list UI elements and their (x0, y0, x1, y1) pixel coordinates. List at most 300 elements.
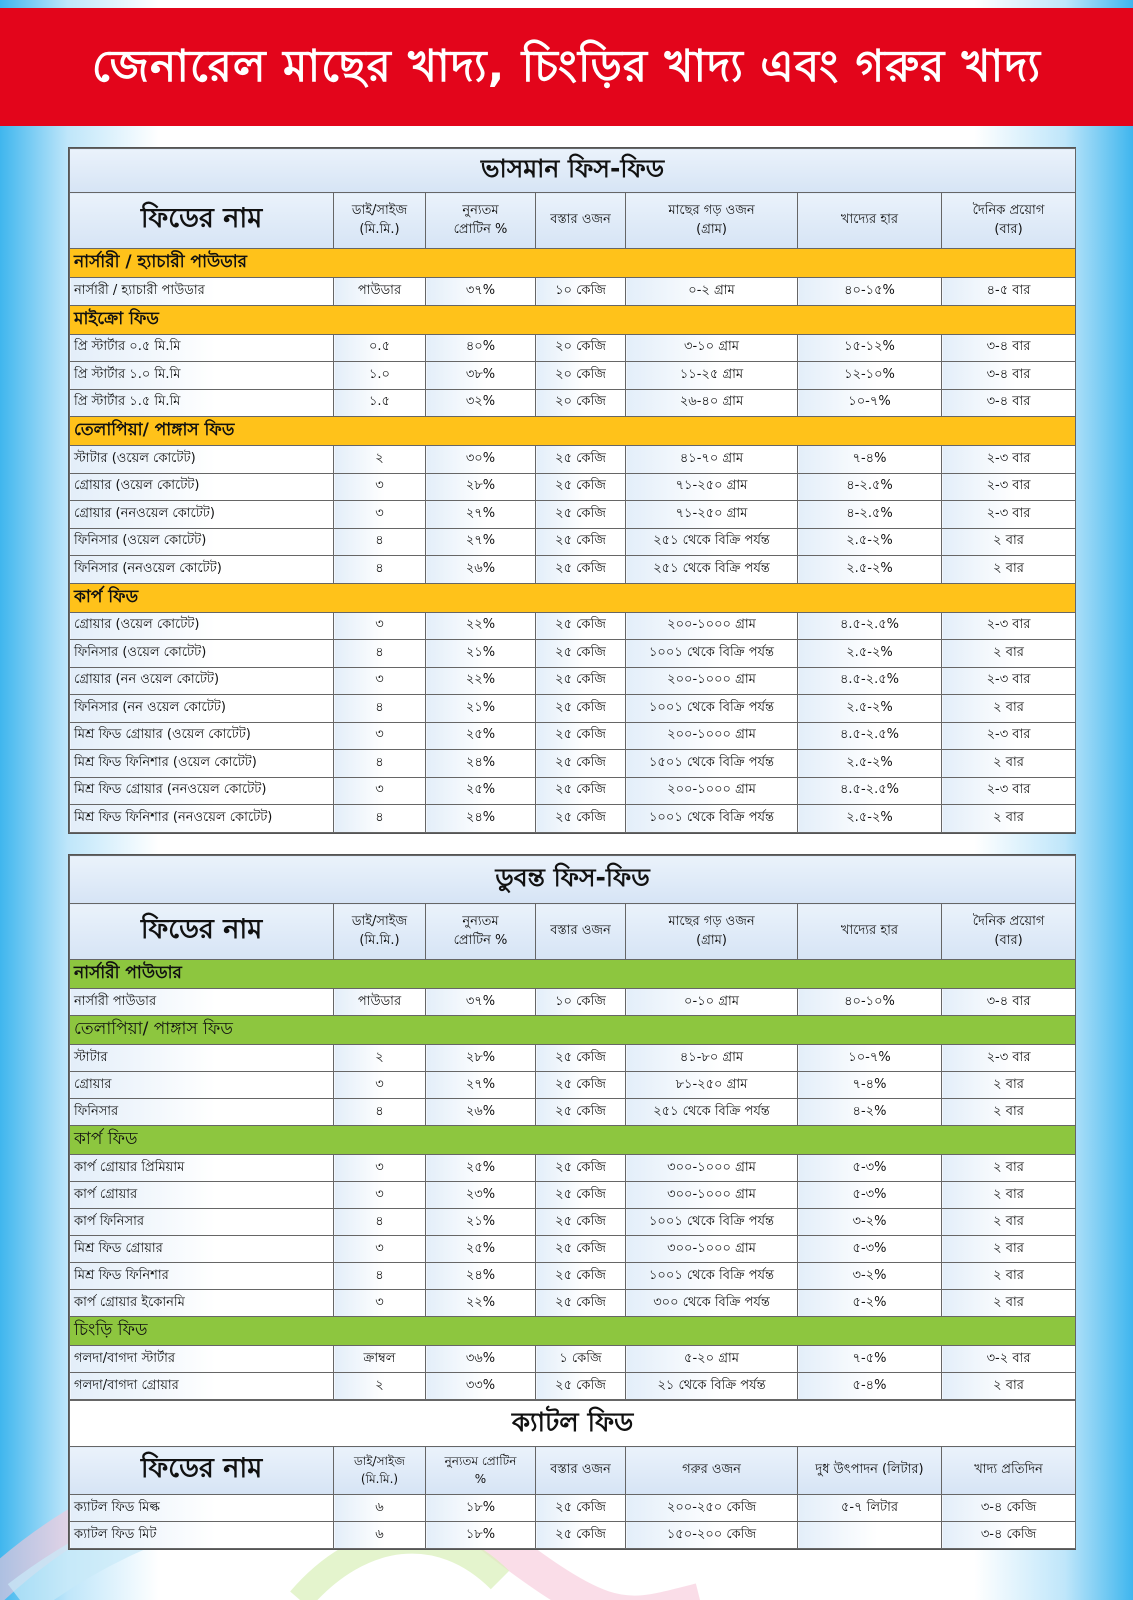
header-die-size (334, 904, 426, 960)
fish-weight-cell: ৮১-২৫০ গ্রাম (626, 1072, 798, 1099)
feed-rate-cell: ২.৫-২% (798, 750, 942, 778)
feed-rate-cell: ৪-২.৫% (798, 473, 942, 501)
cattle-header-protein-line2: % (474, 1471, 487, 1486)
feed-name-cell: গলদা/বাগদা গ্রোয়ার (70, 1373, 334, 1400)
feed-rate-cell: ৪০-১০% (798, 989, 942, 1016)
header-protein-line1: নুন্যতম (462, 913, 499, 929)
feed-rate-cell: ৫-৩% (798, 1155, 942, 1182)
daily-application-cell: ২-৩ বার (942, 446, 1076, 474)
table-row (70, 640, 1076, 668)
bag-weight-cell: ২৫ কেজি (536, 1495, 626, 1522)
feed-rate-cell: ৪.৫-২.৫% (798, 667, 942, 695)
feed-rate-cell: ৩-২% (798, 1263, 942, 1290)
header-protein-line2: প্রোটিন % (453, 932, 508, 948)
die-size-cell: ৩ (334, 1155, 426, 1182)
feed-name-cell: মিশ্র ফিড ফিনিশার (ননওয়েল কোটেট) (70, 805, 334, 833)
table-row (70, 1099, 1076, 1126)
header-fish-weight-line2: (গ্রাম) (696, 932, 727, 948)
sinking-title-row (70, 856, 1076, 904)
feed-name-cell: ফিনিসার (ওয়েল কোটেট) (70, 640, 334, 668)
cattle-header-cow-weight: গরুর ওজন (626, 1447, 798, 1495)
header-fish-weight (626, 193, 798, 249)
cattle-header-feed-name: ফিডের নাম (70, 1447, 334, 1495)
feed-name-cell: ক্যাটল ফিড মিট (70, 1522, 334, 1549)
sinking-title: ডুবন্ত ফিস-ফিড (70, 856, 1076, 904)
fish-weight-cell: ১০০১ থেকে বিক্রি পর্যন্ত (626, 1209, 798, 1236)
fish-weight-cell: ৩-১০ গ্রাম (626, 334, 798, 362)
bag-weight-cell: ২৫ কেজি (536, 1290, 626, 1317)
table-row (70, 805, 1076, 833)
cattle-header-daily-feed: খাদ্য প্রতিদিন (942, 1447, 1076, 1495)
daily-application-cell: ২ বার (942, 1072, 1076, 1099)
bag-weight-cell: ২৫ কেজি (536, 1236, 626, 1263)
daily-application-cell: ২ বার (942, 1373, 1076, 1400)
feed-name-cell: ফিনিসার (70, 1099, 334, 1126)
fish-weight-cell: ০-২ গ্রাম (626, 278, 798, 306)
table-row (70, 556, 1076, 584)
bag-weight-cell: ২৫ কেজি (536, 501, 626, 529)
feed-rate-cell: ৪-২% (798, 1099, 942, 1126)
table-row (70, 1373, 1076, 1400)
feed-rate-cell: ১৫-১২% (798, 334, 942, 362)
die-size-cell: ৪ (334, 1099, 426, 1126)
feed-rate-cell: ৫-২% (798, 1290, 942, 1317)
table-row (70, 1263, 1076, 1290)
fish-weight-cell: ২৬-৪০ গ্রাম (626, 389, 798, 417)
floating-header-row (70, 193, 1076, 249)
die-size-cell: ৩ (334, 501, 426, 529)
protein-cell: ৩৭% (426, 989, 536, 1016)
bag-weight-cell: ২৫ কেজি (536, 750, 626, 778)
header-bag-weight: বস্তার ওজন (536, 193, 626, 249)
die-size-cell: ৩ (334, 722, 426, 750)
category-label: নার্সারী পাউডার (70, 960, 1076, 989)
header-die-size-line2: (মি.মি.) (359, 221, 400, 237)
table-row (70, 473, 1076, 501)
feed-rate-cell: ১০-৭% (798, 1045, 942, 1072)
feed-name-cell: কার্প গ্রোয়ার (70, 1182, 334, 1209)
bag-weight-cell: ১০ কেজি (536, 278, 626, 306)
header-feed-rate: খাদ্যের হার (798, 904, 942, 960)
die-size-cell: ৩ (334, 777, 426, 805)
protein-cell: ২১% (426, 640, 536, 668)
protein-cell: ২২% (426, 612, 536, 640)
fish-weight-cell: ৫-২০ গ্রাম (626, 1346, 798, 1373)
table-row (70, 722, 1076, 750)
feed-name-cell: মিশ্র ফিড গ্রোয়ার (ওয়েল কোটেট) (70, 722, 334, 750)
fish-weight-cell: ৩০০-১০০০ গ্রাম (626, 1236, 798, 1263)
category-label: নার্সারী / হ্যাচারী পাউডার (70, 249, 1076, 278)
bag-weight-cell: ২৫ কেজি (536, 1209, 626, 1236)
die-size-cell: ৪ (334, 528, 426, 556)
header-daily-application (942, 193, 1076, 249)
feed-rate-cell: ২.৫-২% (798, 640, 942, 668)
bag-weight-cell: ২৫ কেজি (536, 1155, 626, 1182)
die-size-cell: ৪ (334, 556, 426, 584)
die-size-cell: ২ (334, 446, 426, 474)
daily-application-cell: ৪-৫ বার (942, 278, 1076, 306)
feed-rate-cell: ৭-৪% (798, 446, 942, 474)
feed-name-cell: কার্প গ্রোয়ার প্রিমিয়াম (70, 1155, 334, 1182)
protein-cell: ২৮% (426, 473, 536, 501)
die-size-cell: ১.০ (334, 362, 426, 390)
fish-weight-cell: ২৫১ থেকে বিক্রি পর্যন্ত (626, 556, 798, 584)
bag-weight-cell: ২৫ কেজি (536, 1373, 626, 1400)
bag-weight-cell: ২৫ কেজি (536, 1522, 626, 1549)
daily-application-cell: ২-৩ বার (942, 667, 1076, 695)
table-row (70, 528, 1076, 556)
feed-name-cell: প্রি স্টার্টার ১.৫ মি.মি (70, 389, 334, 417)
feed-name-cell: নার্সারী / হ্যাচারী পাউডার (70, 278, 334, 306)
die-size-cell: ৪ (334, 750, 426, 778)
fish-weight-cell: ২৫১ থেকে বিক্রি পর্যন্ত (626, 1099, 798, 1126)
category-label: মাইক্রো ফিড (70, 305, 1076, 334)
category-row (70, 960, 1076, 989)
feed-rate-cell: ৪.৫-২.৫% (798, 722, 942, 750)
protein-cell: ২৬% (426, 556, 536, 584)
header-die-size (334, 193, 426, 249)
bag-weight-cell: ২৫ কেজি (536, 1072, 626, 1099)
protein-cell: ২৪% (426, 805, 536, 833)
feed-rate-cell: ৫-৩% (798, 1236, 942, 1263)
table-row (70, 667, 1076, 695)
fish-weight-cell: ০-১০ গ্রাম (626, 989, 798, 1016)
fish-weight-cell: ২০০-১০০০ গ্রাম (626, 667, 798, 695)
header-daily-application-line1: দৈনিক প্রয়োগ (972, 202, 1045, 218)
protein-cell: ৩৭% (426, 278, 536, 306)
category-row (70, 249, 1076, 278)
table-row (70, 1236, 1076, 1263)
bag-weight-cell: ২৫ কেজি (536, 1263, 626, 1290)
bag-weight-cell: ১ কেজি (536, 1346, 626, 1373)
sinking-feed-panel (68, 854, 1076, 1550)
header-protein-line2: প্রোটিন % (453, 221, 508, 237)
feed-rate-cell: ৩-২% (798, 1209, 942, 1236)
die-size-cell: ৪ (334, 1263, 426, 1290)
die-size-cell: ৩ (334, 473, 426, 501)
sinking-feed-table (69, 855, 1076, 1400)
fish-weight-cell: ১০০১ থেকে বিক্রি পর্যন্ত (626, 1263, 798, 1290)
protein-cell: ৩৮% (426, 362, 536, 390)
cattle-header-die-size (334, 1447, 426, 1495)
protein-cell: ২১% (426, 695, 536, 723)
daily-application-cell: ২ বার (942, 528, 1076, 556)
feed-rate-cell: ৫-৩% (798, 1182, 942, 1209)
feed-rate-cell: ৭-৪% (798, 1072, 942, 1099)
die-size-cell: ৩ (334, 1236, 426, 1263)
header-daily-application-line2: (বার) (994, 932, 1023, 948)
category-label: চিংড়ি ফিড (70, 1317, 1076, 1346)
die-size-cell: ৬ (334, 1522, 426, 1549)
fish-weight-cell: ২৫১ থেকে বিক্রি পর্যন্ত (626, 528, 798, 556)
die-size-cell: ৩ (334, 1072, 426, 1099)
fish-weight-cell: ২০০-১০০০ গ্রাম (626, 777, 798, 805)
fish-weight-cell: ২০০-১০০০ গ্রাম (626, 722, 798, 750)
fish-weight-cell: ৩০০-১০০০ গ্রাম (626, 1155, 798, 1182)
die-size-cell: ৪ (334, 640, 426, 668)
category-label: কার্প ফিড (70, 1126, 1076, 1155)
feed-name-cell: গ্রোয়ার (ওয়েল কোটেট) (70, 612, 334, 640)
die-size-cell: পাউডার (334, 989, 426, 1016)
protein-cell: ৩২% (426, 389, 536, 417)
header-protein (426, 904, 536, 960)
bag-weight-cell: ২৫ কেজি (536, 446, 626, 474)
die-size-cell: ৬ (334, 1495, 426, 1522)
category-label: তেলাপিয়া/ পাঙ্গাস ফিড (70, 1016, 1076, 1045)
protein-cell: ২৮% (426, 1045, 536, 1072)
bag-weight-cell: ২৫ কেজি (536, 1182, 626, 1209)
die-size-cell: ৪ (334, 805, 426, 833)
table-row (70, 750, 1076, 778)
fish-weight-cell: ৭১-২৫০ গ্রাম (626, 501, 798, 529)
protein-cell: ৩৩% (426, 1373, 536, 1400)
feed-rate-cell: ৫-৪% (798, 1373, 942, 1400)
table-row (70, 695, 1076, 723)
cow-weight-cell: ১৫০-২০০ কেজি (626, 1522, 798, 1549)
category-row (70, 305, 1076, 334)
protein-cell: ২৫% (426, 722, 536, 750)
cattle-header-bag-weight: বস্তার ওজন (536, 1447, 626, 1495)
bag-weight-cell: ২৫ কেজি (536, 1099, 626, 1126)
category-row (70, 1126, 1076, 1155)
table-row (70, 1045, 1076, 1072)
daily-application-cell: ২-৩ বার (942, 777, 1076, 805)
bag-weight-cell: ২৫ কেজি (536, 695, 626, 723)
bag-weight-cell: ২৫ কেজি (536, 1045, 626, 1072)
cattle-header-milk: দুধ উৎপাদন (লিটার) (798, 1447, 942, 1495)
cattle-header-die-size-line1: ডাই/সাইজ (354, 1454, 405, 1469)
category-row (70, 417, 1076, 446)
feed-name-cell: ক্যাটল ফিড মিল্ক (70, 1495, 334, 1522)
die-size-cell: ৩ (334, 1182, 426, 1209)
cattle-feed-table (69, 1400, 1076, 1549)
daily-application-cell: ২ বার (942, 750, 1076, 778)
header-protein-line1: নুন্যতম (462, 202, 499, 218)
daily-application-cell: ২-৩ বার (942, 1045, 1076, 1072)
daily-application-cell: ২ বার (942, 1099, 1076, 1126)
feed-name-cell: মিশ্র ফিড ফিনিশার (70, 1263, 334, 1290)
cattle-header-die-size-line2: (মি.মি.) (360, 1471, 399, 1486)
bag-weight-cell: ২৫ কেজি (536, 722, 626, 750)
feed-rate-cell: ২.৫-২% (798, 528, 942, 556)
feed-rate-cell: ১২-১০% (798, 362, 942, 390)
header-fish-weight (626, 904, 798, 960)
die-size-cell: ২ (334, 1045, 426, 1072)
feed-rate-cell: ৪০-১৫% (798, 278, 942, 306)
die-size-cell: ৩ (334, 1290, 426, 1317)
bag-weight-cell: ২৫ কেজি (536, 777, 626, 805)
protein-cell: ২৪% (426, 1263, 536, 1290)
table-row (70, 1072, 1076, 1099)
header-fish-weight-line1: মাছের গড় ওজন (668, 913, 755, 929)
protein-cell: ২৫% (426, 1236, 536, 1263)
header-fish-weight-line1: মাছের গড় ওজন (668, 202, 755, 218)
feed-name-cell: স্টাটার (ওয়েল কোটেট) (70, 446, 334, 474)
feed-name-cell: কার্প গ্রোয়ার ইকোনমি (70, 1290, 334, 1317)
cattle-header-protein (426, 1447, 536, 1495)
feed-name-cell: মিশ্র ফিড গ্রোয়ার (ননওয়েল কোটেট) (70, 777, 334, 805)
table-row (70, 777, 1076, 805)
protein-cell: ২৫% (426, 777, 536, 805)
fish-weight-cell: ২০০-১০০০ গ্রাম (626, 612, 798, 640)
fish-weight-cell: ১১-২৫ গ্রাম (626, 362, 798, 390)
daily-application-cell: ২-৩ বার (942, 501, 1076, 529)
feed-name-cell: ফিনিসার (নন ওয়েল কোটেট) (70, 695, 334, 723)
daily-application-cell: ২ বার (942, 695, 1076, 723)
header-daily-application (942, 904, 1076, 960)
header-fish-weight-line2: (গ্রাম) (696, 221, 727, 237)
category-label: তেলাপিয়া/ পাঙ্গাস ফিড (70, 417, 1076, 446)
cattle-header-protein-line1: নুন্যতম প্রোটিন (444, 1454, 517, 1469)
protein-cell: ২৩% (426, 1182, 536, 1209)
cattle-title: ক্যাটল ফিড (70, 1401, 1076, 1447)
table-row (70, 334, 1076, 362)
fish-weight-cell: ১০০১ থেকে বিক্রি পর্যন্ত (626, 695, 798, 723)
protein-cell: ২১% (426, 1209, 536, 1236)
protein-cell: ২৪% (426, 750, 536, 778)
header-daily-application-line2: (বার) (994, 221, 1023, 237)
table-row (70, 446, 1076, 474)
protein-cell: ২২% (426, 1290, 536, 1317)
daily-application-cell: ২ বার (942, 1182, 1076, 1209)
floating-title-row (70, 149, 1076, 193)
die-size-cell: ৪ (334, 1209, 426, 1236)
daily-application-cell: ৩-৪ বার (942, 334, 1076, 362)
daily-feed-cell: ৩-৪ কেজি (942, 1522, 1076, 1549)
daily-application-cell: ৩-২ বার (942, 1346, 1076, 1373)
header-feed-name: ফিডের নাম (70, 904, 334, 960)
feed-rate-cell: ৪.৫-২.৫% (798, 777, 942, 805)
daily-application-cell: ২ বার (942, 556, 1076, 584)
feed-name-cell: গ্রোয়ার (নন ওয়েল কোটেট) (70, 667, 334, 695)
milk-production-cell: ৫-৭ লিটার (798, 1495, 942, 1522)
cow-weight-cell: ২০০-২৫০ কেজি (626, 1495, 798, 1522)
page-title: জেনারেল মাছের খাদ্য, চিংড়ির খাদ্য এবং গরুর খাদ্য (0, 8, 1133, 126)
feed-name-cell: নার্সারী পাউডার (70, 989, 334, 1016)
daily-application-cell: ৩-৪ বার (942, 389, 1076, 417)
bag-weight-cell: ২৫ কেজি (536, 528, 626, 556)
protein-cell: ২৬% (426, 1099, 536, 1126)
die-size-cell: ক্রাম্বল (334, 1346, 426, 1373)
fish-weight-cell: ৭১-২৫০ গ্রাম (626, 473, 798, 501)
floating-feed-table (69, 148, 1076, 833)
header-die-size-line1: ডাই/সাইজ (351, 913, 408, 929)
table-row (70, 1290, 1076, 1317)
die-size-cell: ৪ (334, 695, 426, 723)
feed-name-cell: কার্প ফিনিসার (70, 1209, 334, 1236)
table-row (70, 1155, 1076, 1182)
bag-weight-cell: ২০ কেজি (536, 334, 626, 362)
category-row (70, 1016, 1076, 1045)
protein-cell: ২৭% (426, 1072, 536, 1099)
die-size-cell: ২ (334, 1373, 426, 1400)
table-row (70, 1346, 1076, 1373)
die-size-cell: পাউডার (334, 278, 426, 306)
table-row (70, 989, 1076, 1016)
feed-name-cell: ফিনিসার (ওয়েল কোটেট) (70, 528, 334, 556)
bag-weight-cell: ২৫ কেজি (536, 640, 626, 668)
feed-name-cell: প্রি স্টার্টার ০.৫ মি.মি (70, 334, 334, 362)
cattle-title-row (70, 1401, 1076, 1447)
bag-weight-cell: ২৫ কেজি (536, 805, 626, 833)
die-size-cell: ১.৫ (334, 389, 426, 417)
feed-rate-cell: ৪-২.৫% (798, 501, 942, 529)
bag-weight-cell: ১০ কেজি (536, 989, 626, 1016)
header-protein (426, 193, 536, 249)
daily-application-cell: ২ বার (942, 1263, 1076, 1290)
cattle-row (70, 1522, 1076, 1549)
daily-application-cell: ৩-৪ বার (942, 362, 1076, 390)
daily-application-cell: ২-৩ বার (942, 722, 1076, 750)
bag-weight-cell: ২৫ কেজি (536, 473, 626, 501)
header-die-size-line1: ডাই/সাইজ (351, 202, 408, 218)
feed-rate-cell: ১০-৭% (798, 389, 942, 417)
header-bag-weight: বস্তার ওজন (536, 904, 626, 960)
feed-name-cell: মিশ্র ফিড গ্রোয়ার (70, 1236, 334, 1263)
protein-cell: ১৮% (426, 1495, 536, 1522)
feed-rate-cell: ২.৫-২% (798, 556, 942, 584)
feed-name-cell: প্রি স্টার্টার ১.০ মি.মি (70, 362, 334, 390)
table-row (70, 278, 1076, 306)
table-row (70, 1209, 1076, 1236)
daily-application-cell: ২-৩ বার (942, 473, 1076, 501)
category-row (70, 583, 1076, 612)
daily-application-cell: ৩-৪ বার (942, 989, 1076, 1016)
daily-application-cell: ২ বার (942, 805, 1076, 833)
header-feed-name: ফিডের নাম (70, 193, 334, 249)
feed-name-cell: ফিনিসার (ননওয়েল কোটেট) (70, 556, 334, 584)
feed-name-cell: গ্রোয়ার (ওয়েল কোটেট) (70, 473, 334, 501)
daily-application-cell: ২-৩ বার (942, 612, 1076, 640)
protein-cell: ২৭% (426, 528, 536, 556)
daily-application-cell: ২ বার (942, 1155, 1076, 1182)
protein-cell: ২৭% (426, 501, 536, 529)
floating-feed-panel (68, 147, 1076, 834)
protein-cell: ৩০% (426, 446, 536, 474)
floating-title: ভাসমান ফিস-ফিড (70, 149, 1076, 193)
feed-name-cell: গ্রোয়ার (70, 1072, 334, 1099)
fish-weight-cell: ৪১-৭০ গ্রাম (626, 446, 798, 474)
table-row (70, 362, 1076, 390)
feed-name-cell: গ্রোয়ার (ননওয়েল কোটেট) (70, 501, 334, 529)
protein-cell: ২৫% (426, 1155, 536, 1182)
protein-cell: ৪০% (426, 334, 536, 362)
header-daily-application-line1: দৈনিক প্রয়োগ (972, 913, 1045, 929)
daily-feed-cell: ৩-৪ কেজি (942, 1495, 1076, 1522)
protein-cell: ৩৬% (426, 1346, 536, 1373)
header-feed-rate: খাদ্যের হার (798, 193, 942, 249)
bag-weight-cell: ২৫ কেজি (536, 556, 626, 584)
header-die-size-line2: (মি.মি.) (359, 932, 400, 948)
feed-rate-cell: ২.৫-২% (798, 805, 942, 833)
bag-weight-cell: ২৫ কেজি (536, 612, 626, 640)
fish-weight-cell: ২১ থেকে বিক্রি পর্যন্ত (626, 1373, 798, 1400)
fish-weight-cell: ৩০০ থেকে বিক্রি পর্যন্ত (626, 1290, 798, 1317)
cattle-header-row (70, 1447, 1076, 1495)
table-row (70, 501, 1076, 529)
feed-name-cell: গলদা/বাগদা স্টার্টার (70, 1346, 334, 1373)
feed-name-cell: স্টাটার (70, 1045, 334, 1072)
daily-application-cell: ২ বার (942, 1209, 1076, 1236)
protein-cell: ১৮% (426, 1522, 536, 1549)
table-row (70, 389, 1076, 417)
category-label: কার্প ফিড (70, 583, 1076, 612)
protein-cell: ২২% (426, 667, 536, 695)
feed-rate-cell: ৭-৫% (798, 1346, 942, 1373)
fish-weight-cell: ৪১-৮০ গ্রাম (626, 1045, 798, 1072)
feed-rate-cell: ২.৫-২% (798, 695, 942, 723)
fish-weight-cell: ১৫০১ থেকে বিক্রি পর্যন্ত (626, 750, 798, 778)
